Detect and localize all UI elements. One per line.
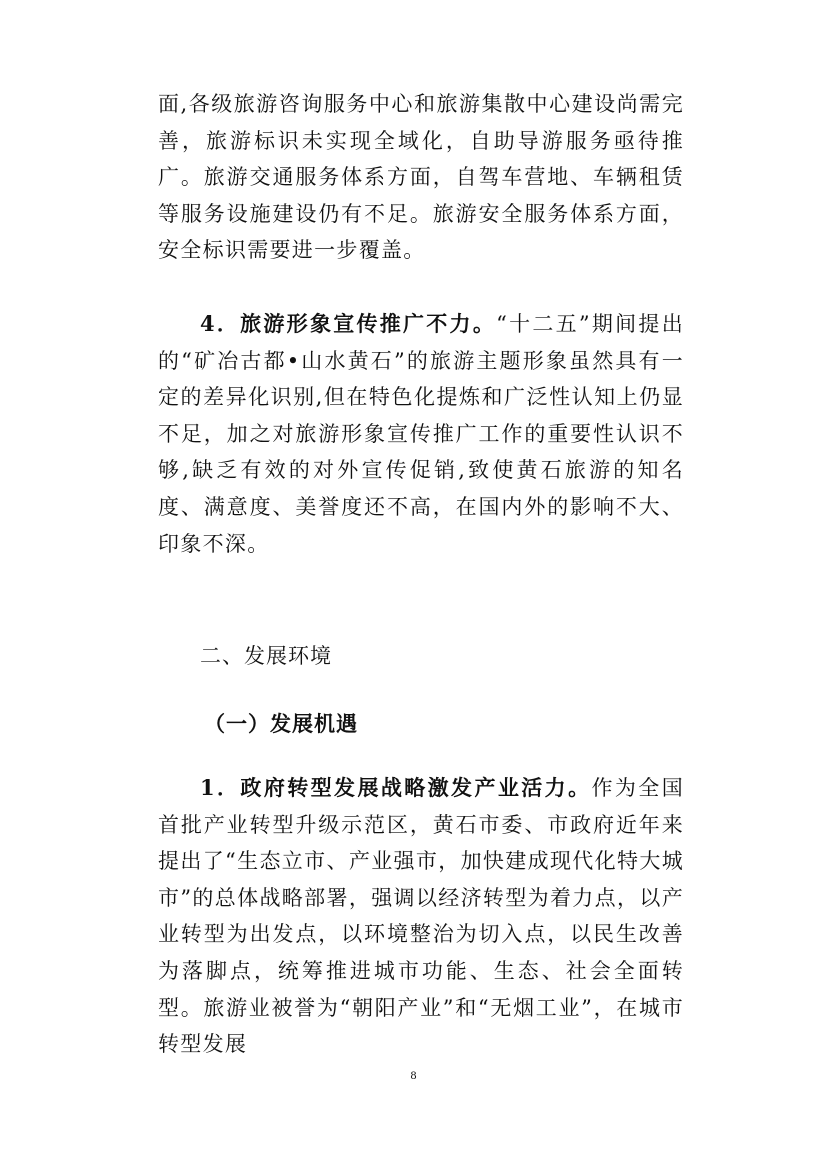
section-heading: 二、发展环境 bbox=[200, 644, 332, 668]
paragraph-government-strategy bbox=[158, 770, 684, 1063]
paragraph-lead-heading: 4．旅游形象宣传推广不力。 bbox=[200, 311, 497, 336]
paragraph-body-text: “十二五”期间提出的“矿冶古都•山水黄石”的旅游主题形象虽然具有一定的差异化识别,但在特色化提炼和广泛性认知上仍显不足，加之对旅游形象宣传推广工作的重要性认识不够,缺乏有效的对外宣传促销,致使黄石旅游的知名度、满意度、美誉度还不高，在国内外的影响不大、印象不深。 bbox=[158, 312, 685, 556]
page-number: 8 bbox=[410, 1068, 417, 1082]
subsection-heading: （一）发展机遇 bbox=[204, 711, 358, 736]
paragraph-service-facilities: 面,各级旅游咨询服务中心和旅游集散中心建设尚需完善，旅游标识未实现全域化，自助导游服务亟待推广。旅游交通服务体系方面，自驾车营地、车辆租赁等服务设施建设仍有不足。旅游安全服务体系方面，安全标识需要进一步覆盖。 bbox=[158, 92, 684, 263]
paragraph-body-text: 作为全国首批产业转型升级示范区，黄石市委、市政府近年来提出了“生态立市、产业强市，加快建成现代化特大城市”的总体战略部署，强调以经济转型为着力点，以产业转型为出发点，以环境整治为切入点，以民生改善为落脚点，统筹推进城市功能、生态、社会全面转型。旅游业被誉为“朝阳产业”和“无烟工业”，在城市转型发展 bbox=[158, 776, 684, 1057]
paragraph-image-promotion bbox=[158, 306, 684, 562]
paragraph-lead-heading: 1．政府转型发展战略激发产业活力。 bbox=[200, 775, 592, 800]
